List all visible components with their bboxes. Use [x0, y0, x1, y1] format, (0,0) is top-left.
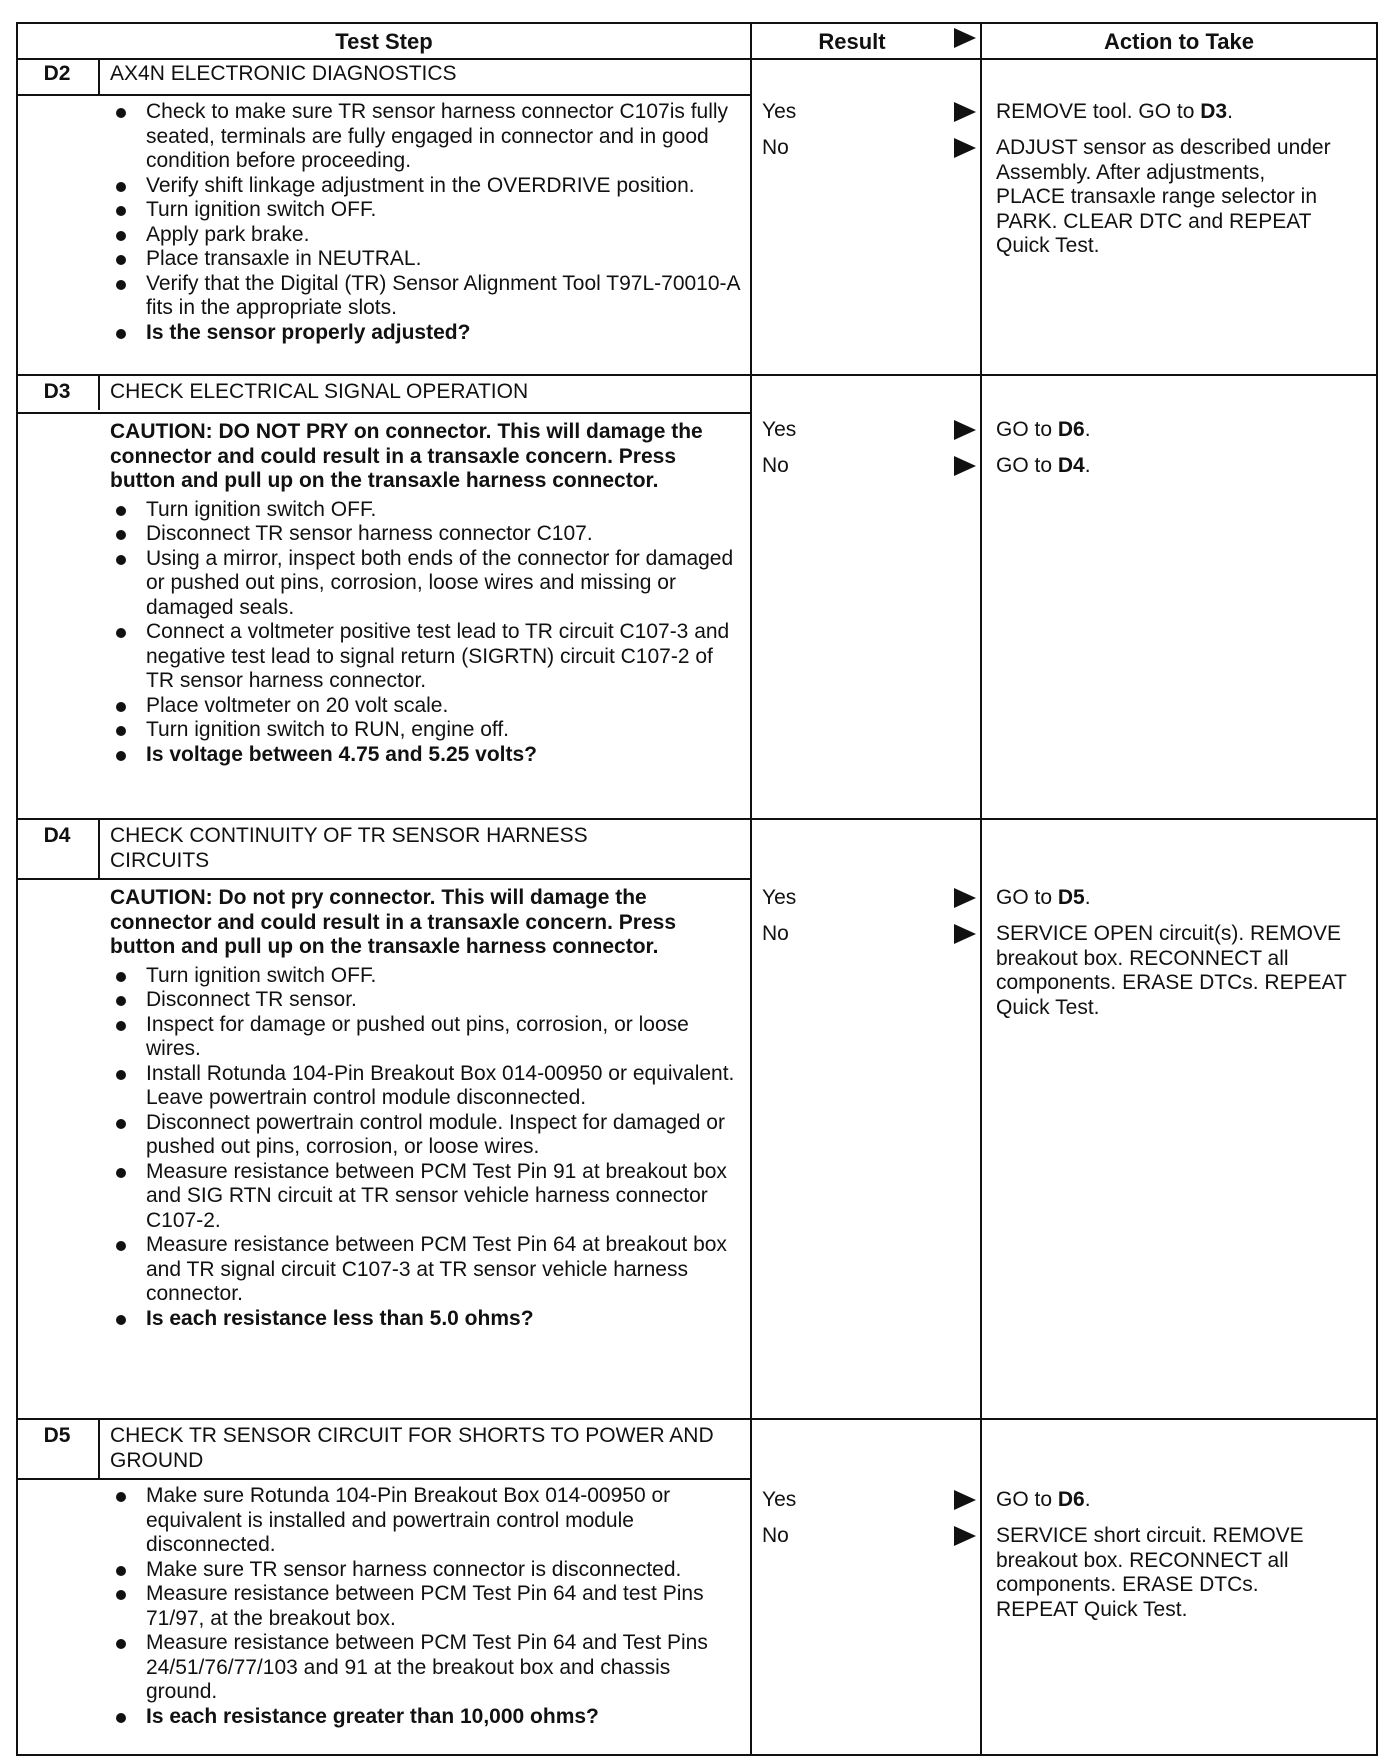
step-d2-question: Is the sensor properly adjusted? [110, 321, 740, 346]
step-d3-bullet: Turn ignition switch OFF. [110, 498, 740, 523]
d4-yes-action-tail: . [1084, 886, 1091, 909]
cropped-running-header [0, 0, 1392, 12]
step-d4-bullet: Inspect for damage or pushed out pins, corrosion, or loose wires. [110, 1013, 740, 1062]
step-d2-bullet: Apply park brake. [110, 223, 740, 248]
step-d2-bullet: Turn ignition switch OFF. [110, 198, 740, 223]
step-d3-bullet: Connect a voltmeter positive test lead to TR circuit C107-3 and negative test lead to signal return (SIGRTN) circuit C107-2 of TR sensor harness connector. [110, 620, 740, 694]
step-d5-bullet: Measure resistance between PCM Test Pin 64 and Test Pins 24/51/76/77/103 and 91 at the breakout box and chassis ground. [110, 1631, 740, 1705]
step-d4-question: Is each resistance less than 5.0 ohms? [110, 1307, 740, 1332]
header-test-step: Test Step [335, 28, 433, 54]
d2-yes-arrow-icon [954, 102, 976, 122]
d3-yes-label: Yes [762, 418, 797, 441]
step-d2-bullet: Check to make sure TR sensor harness connector C107is fully seated, terminals are fully engaged in connector and in good condition before proceeding. [110, 100, 740, 174]
d2-yes-action-ref: D3 [1200, 100, 1228, 123]
step-title-d4: CHECK CONTINUITY OF TR SENSOR HARNESS CIRCUITS [110, 824, 588, 872]
d3-bottom-divider [18, 818, 1376, 820]
step-id-d2: D2 [43, 62, 71, 85]
step-d4-caution: CAUTION: Do not pry connector. This will damage the connector and could result in a transaxle concern. Press button and pull up on the transaxle harness connector. [110, 886, 677, 958]
step-d3-bullet: Place voltmeter on 20 volt scale. [110, 694, 740, 719]
d5-yes-action-text: GO to [996, 1488, 1058, 1511]
d4-bottom-divider [18, 1418, 1376, 1420]
step-id-d4: D4 [43, 824, 71, 847]
d3-yes-arrow-icon [954, 420, 976, 440]
d4-no-action: SERVICE OPEN circuit(s). REMOVE breakout box. RECONNECT all components. ERASE DTCs. REPEAT Quick Test. [996, 922, 1347, 1019]
header-divider [18, 58, 1376, 60]
d5-title-divider [18, 1478, 750, 1480]
step-d4-bullet: Measure resistance between PCM Test Pin 91 at breakout box and SIG RTN circuit at TR sensor vehicle harness connector C107-2. [110, 1160, 740, 1234]
step-body-d4 [110, 886, 740, 1331]
step-d5-bullet: Make sure TR sensor harness connector is disconnected. [110, 1558, 740, 1583]
step-d3-question: Is voltage between 4.75 and 5.25 volts? [110, 743, 740, 768]
step-d2-bullet: Verify shift linkage adjustment in the OVERDRIVE position. [110, 174, 740, 199]
d2-no-arrow-icon [954, 138, 976, 158]
step-d3-bullet: Turn ignition switch to RUN, engine off. [110, 718, 740, 743]
d3-yes-action [996, 418, 1366, 443]
step-d2-bullet: Verify that the Digital (TR) Sensor Alignment Tool T97L-70010-A fits in the appropriate slots. [110, 272, 740, 321]
d2-no-action: ADJUST sensor as described under Assembly. After adjustments, PLACE transaxle range selector in PARK. CLEAR DTC and REPEAT Quick Test. [996, 136, 1331, 257]
step-id-d3: D3 [43, 380, 71, 403]
col-divider-result [750, 24, 752, 1754]
step-d3-caution: CAUTION: DO NOT PRY on connector. This will damage the connector and could result in a transaxle concern. Press button and pull up on the transaxle harness connector. [110, 420, 703, 492]
d3-no-action-ref: D4 [1057, 454, 1085, 477]
d2-yes-label: Yes [762, 100, 797, 123]
d4-no-arrow-icon [954, 924, 976, 944]
header-result: Result [818, 28, 886, 54]
d3-no-label: No [762, 454, 789, 477]
d4-yes-action-ref: D5 [1057, 886, 1085, 909]
d3-yes-action-text: GO to [996, 418, 1058, 441]
d5-no-arrow-icon [954, 1526, 976, 1546]
d5-yes-arrow-icon [954, 1490, 976, 1510]
d5-id-divider [98, 1420, 100, 1478]
d4-yes-arrow-icon [954, 888, 976, 908]
step-d3-bullet: Disconnect TR sensor harness connector C107. [110, 522, 740, 547]
step-title-d3: CHECK ELECTRICAL SIGNAL OPERATION [110, 380, 529, 403]
d3-no-action-tail: . [1084, 454, 1091, 477]
step-d4-bullet: Measure resistance between PCM Test Pin 64 at breakout box and TR signal circuit C107-3 at TR sensor vehicle harness connector. [110, 1233, 740, 1307]
header-arrow-icon [954, 28, 976, 48]
d4-yes-action-text: GO to [996, 886, 1058, 909]
d4-no-label: No [762, 922, 789, 945]
d3-no-action-text: GO to [996, 454, 1058, 477]
d2-title-divider [18, 94, 750, 96]
d4-yes-action [996, 886, 1366, 911]
d3-no-action [996, 454, 1366, 479]
d5-yes-action-ref: D6 [1057, 1488, 1085, 1511]
d5-yes-label: Yes [762, 1488, 797, 1511]
step-d3-bullet: Using a mirror, inspect both ends of the connector for damaged or pushed out pins, corrosion, loose wires and missing or damaged seals. [110, 547, 740, 621]
header-action: Action to Take [1104, 28, 1254, 54]
step-d5-question: Is each resistance greater than 10,000 ohms? [110, 1705, 740, 1730]
d3-no-arrow-icon [954, 456, 976, 476]
d2-no-label: No [762, 136, 789, 159]
d3-yes-action-tail: . [1084, 418, 1091, 441]
diagnostic-table [16, 22, 1378, 1756]
step-d5-bullet: Measure resistance between PCM Test Pin 64 and test Pins 71/97, at the breakout box. [110, 1582, 740, 1631]
d3-id-divider [98, 376, 100, 410]
step-body-d2 [110, 100, 740, 345]
d5-yes-action [996, 1488, 1366, 1513]
d4-yes-label: Yes [762, 886, 797, 909]
d5-yes-action-tail: . [1084, 1488, 1091, 1511]
step-d4-bullet: Disconnect TR sensor. [110, 988, 740, 1013]
d2-id-divider [98, 60, 100, 94]
step-id-d5: D5 [43, 1424, 71, 1447]
step-body-d3 [110, 420, 740, 767]
d3-yes-action-ref: D6 [1057, 418, 1085, 441]
step-d2-bullet: Place transaxle in NEUTRAL. [110, 247, 740, 272]
d5-no-action: SERVICE short circuit. REMOVE breakout box. RECONNECT all components. ERASE DTCs. REPEAT Quick Test. [996, 1524, 1304, 1621]
col-divider-action [980, 24, 982, 1754]
d4-id-divider [98, 820, 100, 878]
step-d4-bullet: Disconnect powertrain control module. Inspect for damaged or pushed out pins, corrosion, or loose wires. [110, 1111, 740, 1160]
d3-title-divider [18, 412, 750, 414]
d2-yes-action-text: REMOVE tool. GO to [996, 100, 1201, 123]
d2-yes-action [996, 100, 1366, 125]
step-d5-bullet: Make sure Rotunda 104-Pin Breakout Box 014-00950 or equivalent is installed and powertrain control module disconnected. [110, 1484, 740, 1558]
d2-yes-action-tail: . [1227, 100, 1233, 123]
step-d4-bullet: Turn ignition switch OFF. [110, 964, 740, 989]
step-body-d5 [110, 1484, 740, 1729]
d4-title-divider [18, 878, 750, 880]
step-d4-bullet: Install Rotunda 104-Pin Breakout Box 014-00950 or equivalent. Leave powertrain control module disconnected. [110, 1062, 740, 1111]
d5-no-label: No [762, 1524, 789, 1547]
step-title-d5: CHECK TR SENSOR CIRCUIT FOR SHORTS TO POWER AND GROUND [110, 1424, 714, 1472]
d2-bottom-divider [18, 374, 1376, 376]
step-title-d2: AX4N ELECTRONIC DIAGNOSTICS [110, 62, 457, 85]
